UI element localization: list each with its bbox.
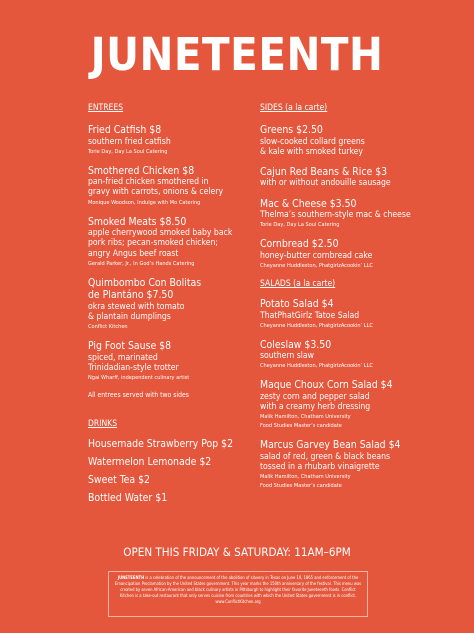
entree-credit: Gerald Parker, Jr., In God’s Hands Catering	[88, 260, 195, 267]
salad-name: Coleslaw $3.50	[260, 338, 332, 351]
salads-heading: SALADS (a la carte)	[260, 279, 336, 290]
salad-item	[260, 339, 440, 371]
opening-hours: OPEN THIS FRIDAY & SATURDAY: 11AM–6PM	[123, 545, 351, 559]
entree-name: Smoked Meats $8.50	[88, 215, 187, 228]
entree-desc: spiced, marinated	[88, 352, 158, 363]
side-name: Mac & Cheese $3.50	[260, 197, 357, 210]
side-name: Greens $2.50	[260, 124, 323, 136]
side-item	[260, 198, 440, 230]
salad-desc: zesty corn and pepper salad	[260, 391, 370, 402]
entrees-note: All entrees served with two sides	[88, 391, 189, 400]
entree-desc: Trinidadian-style trotter	[88, 362, 179, 373]
drink-item: Sweet Tea $2	[88, 474, 151, 487]
side-name: Cajun Red Beans & Rice $3	[260, 165, 388, 178]
salad-credit: Cheyanne Huddleston, PhatgirlzAcookin’ LLC	[260, 363, 373, 370]
entree-name: Pig Foot Sause $8	[88, 340, 172, 353]
entree-desc: southern fried catfish	[88, 136, 171, 147]
entrees-heading: ENTREES	[88, 103, 124, 113]
side-credit: Cheyanne Huddleston, PhatgirlzAcookin’ LLC	[260, 263, 373, 270]
entree-desc: apple cherrywood smoked baby back	[88, 228, 233, 239]
salad-credit: Food Studies Master’s candidate	[260, 483, 342, 490]
salad-credit: Malik Hamilton, Chatham University	[260, 474, 351, 481]
entree-item	[88, 216, 256, 268]
drink-item: Housemade Strawberry Pop $2	[88, 438, 234, 451]
salad-name: Potato Salad $4	[260, 298, 334, 311]
entree-name: Quimbombo Con Bolitas	[88, 276, 202, 289]
side-desc: slow-cooked collard greens	[260, 136, 365, 147]
salad-desc: salad of red, green & black beans	[260, 451, 391, 462]
salad-credit: Food Studies Master’s candidate	[260, 423, 342, 430]
entree-desc: angry Angus beef roast	[88, 248, 179, 259]
sides-heading: SIDES (a la carte)	[260, 103, 328, 113]
entree-item	[88, 124, 256, 156]
salad-item	[260, 379, 440, 430]
salad-item	[260, 439, 440, 490]
entree-credit: Monique Woodson, Indulge with Mo Catering	[88, 199, 201, 206]
side-credit: Torie Day, Day La Soul Catering	[260, 222, 340, 229]
salad-desc: ThatPhatGirlz Tatoe Salad	[260, 310, 360, 321]
salad-credit: Malik Hamilton, Chatham University	[260, 414, 351, 421]
about-text: is a celebration of the announcement of the abolition of slavery in Texas on June 19, 1865 and enforcement of the Emancipation Proclamation by the United States government. This year marks the 150th anniversary of the festival. This menu was created by seven African-American and black culinary artists in Pittsburgh to highlight their favorite Juneteenth foods. Conflict Kitchen is a take-out restaurant that only serves cuisine from countries with which the United States government is in conflict. www.ConflictKitchen.org	[114, 575, 362, 605]
side-desc: & kale with smoked turkey	[260, 146, 363, 157]
entree-desc: pan-fried chicken smothered in	[88, 177, 209, 188]
entree-desc: okra stewed with tomato	[88, 301, 185, 312]
entree-item	[88, 277, 256, 331]
menu-title: JUNETEENTH	[90, 28, 384, 81]
salad-desc: tossed in a rhubarb vinaigrette	[260, 462, 380, 473]
side-desc: with or without andouille sausage	[260, 178, 391, 189]
entree-credit: Ngai Wharff, independent culinary artist	[88, 375, 190, 382]
entree-name: Smothered Chicken $8	[88, 164, 195, 177]
salad-desc: with a creamy herb dressing	[260, 402, 371, 413]
entree-item	[88, 340, 256, 382]
entree-item	[88, 165, 256, 207]
about-term: JUNETEENTH	[117, 575, 145, 580]
about-box	[108, 571, 368, 617]
side-desc: Thelma’s southern-style mac & cheese	[260, 210, 411, 221]
side-item	[260, 238, 440, 270]
entree-credit: Conflict Kitchen	[88, 324, 128, 331]
drink-item: Bottled Water $1	[88, 492, 168, 505]
salad-item	[260, 298, 440, 330]
left-column	[88, 103, 256, 510]
salad-name: Marcus Garvey Bean Salad $4	[260, 439, 401, 452]
side-item	[260, 124, 440, 157]
entree-desc: & plantain dumplings	[88, 311, 171, 322]
entree-credit: Torie Day, Day La Soul Catering	[88, 148, 168, 155]
side-item	[260, 166, 440, 189]
entree-name: Fried Catfish $8	[88, 124, 162, 136]
salad-credit: Cheyanne Huddleston, PhatgirlzAcookin’ LLC	[260, 322, 373, 329]
entree-desc: gravy with carrots, onions & celery	[88, 187, 224, 198]
salad-name: Maque Choux Corn Salad $4	[260, 379, 393, 392]
side-name: Cornbread $2.50	[260, 238, 339, 251]
drink-item: Watermelon Lemonade $2	[88, 456, 212, 469]
salad-desc: southern slaw	[260, 351, 314, 362]
entree-desc: pork ribs; pecan-smoked chicken;	[88, 238, 218, 249]
entree-name: de Plantáno $7.50	[88, 289, 174, 302]
right-column	[260, 103, 440, 499]
drinks-heading: DRINKS	[88, 419, 118, 430]
side-desc: honey-butter cornbread cake	[260, 250, 373, 261]
